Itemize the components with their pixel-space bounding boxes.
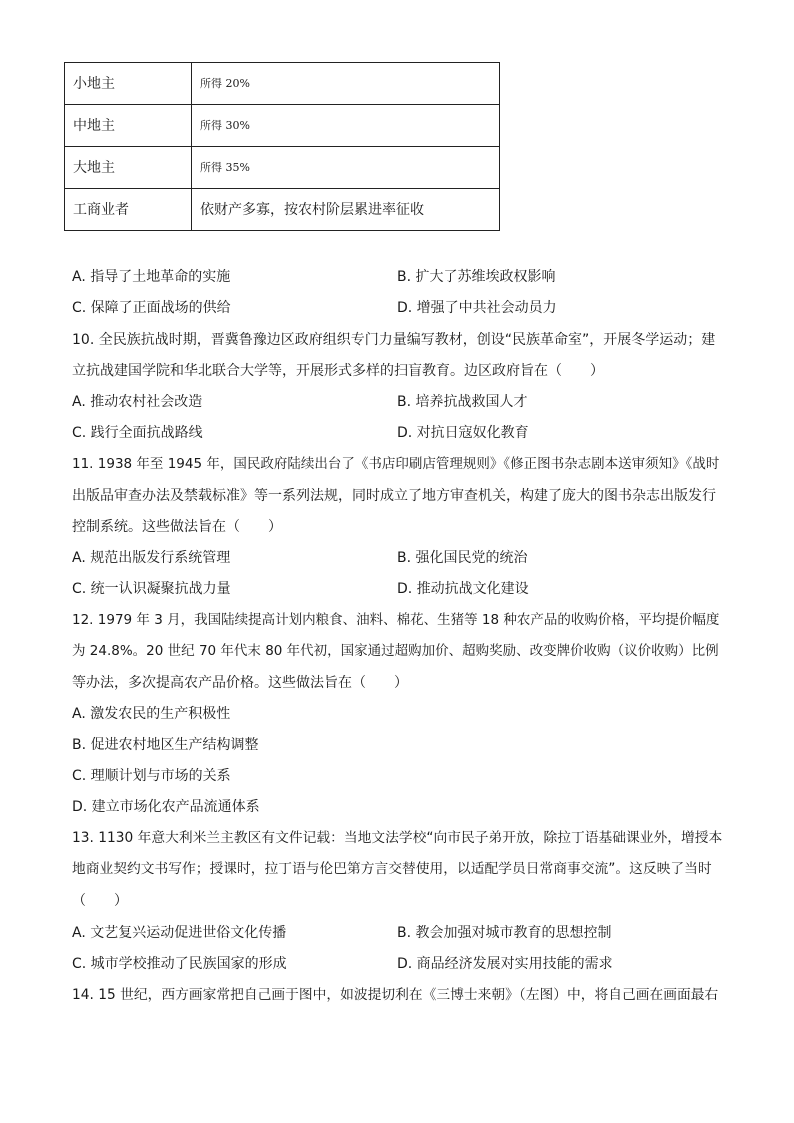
table-cell-category: 中地主	[65, 105, 192, 147]
income-tax-table	[64, 62, 500, 231]
q10-option-a[interactable]: A. 推动农村社会改造	[72, 394, 203, 410]
q12-option-d[interactable]: D. 建立市场化农产品流通体系	[72, 799, 260, 815]
q13-stem-line-2: 地商业契约文书写作；授课时，拉丁语与伦巴第方言交替使用，以适配学员日常商事交流”。这反映了当时	[72, 861, 712, 877]
q10-stem-line-2: 立抗战建国学院和华北联合大学等，开展形式多样的扫盲教育。边区政府旨在（ ）	[72, 363, 604, 379]
q10-option-c[interactable]: C. 践行全面抗战路线	[72, 425, 203, 441]
q13-option-b[interactable]: B. 教会加强对城市教育的思想控制	[397, 925, 612, 941]
q11-stem-line-2: 出版品审查办法及禁载标准》等一系列法规，同时成立了地方审查机关，构建了庞大的图书杂志出版发行	[72, 488, 716, 504]
q12-stem-line-1: 12. 1979 年 3 月，我国陆续提高计划内粮食、油料、棉花、生猪等 18 种农产品的收购价格，平均提价幅度	[72, 612, 720, 628]
q13-option-a[interactable]: A. 文艺复兴运动促进世俗文化传播	[72, 925, 287, 941]
q12-stem-line-3: 等办法，多次提高农产品价格。这些做法旨在（ ）	[72, 675, 408, 691]
table-row	[65, 189, 500, 231]
q12-stem-line-2: 为 24.8%。20 世纪 70 年代末 80 年代初，国家通过超购加价、超购奖励、改变牌价收购（议价收购）比例	[72, 643, 719, 659]
q9-option-b[interactable]: B. 扩大了苏维埃政权影响	[397, 269, 556, 285]
table-cell-category: 大地主	[65, 147, 192, 189]
q12-option-c[interactable]: C. 理顺计划与市场的关系	[72, 768, 231, 784]
table-row	[65, 147, 500, 189]
table-row	[65, 63, 500, 105]
q10-stem-line-1: 10. 全民族抗战时期，晋冀鲁豫边区政府组织专门力量编写教材，创设“民族革命室”，开展冬学运动；建	[72, 332, 716, 348]
q13-stem-line-1: 13. 1130 年意大利米兰主教区有文件记载：当地文法学校“向市民子弟开放，除拉丁语基础课业外，增授本	[72, 830, 723, 846]
q12-option-b[interactable]: B. 促进农村地区生产结构调整	[72, 737, 259, 753]
q13-option-d[interactable]: D. 商品经济发展对实用技能的需求	[397, 956, 613, 972]
table-cell-rule: 所得 20%	[192, 63, 500, 105]
q13-option-c[interactable]: C. 城市学校推动了民族国家的形成	[72, 956, 287, 972]
q12-option-a[interactable]: A. 激发农民的生产积极性	[72, 706, 231, 722]
table-cell-category: 小地主	[65, 63, 192, 105]
q13-stem-line-3: （ ）	[72, 893, 128, 909]
table-cell-rule: 所得 30%	[192, 105, 500, 147]
q11-option-d[interactable]: D. 推动抗战文化建设	[397, 581, 529, 597]
q11-stem-line-3: 控制系统。这些做法旨在（ ）	[72, 519, 282, 535]
table-cell-rule: 依财产多寡，按农村阶层累进率征收	[192, 189, 500, 231]
q11-option-a[interactable]: A. 规范出版发行系统管理	[72, 550, 231, 566]
q14-stem-line-1: 14. 15 世纪，西方画家常把自己画于图中，如波提切利在《三博士来朝》（左图）中，将自己画在画面最右	[72, 987, 719, 1003]
q9-option-c[interactable]: C. 保障了正面战场的供给	[72, 300, 231, 316]
q10-option-d[interactable]: D. 对抗日寇奴化教育	[397, 425, 529, 441]
table-cell-rule: 所得 35%	[192, 147, 500, 189]
q9-option-d[interactable]: D. 增强了中共社会动员力	[397, 300, 557, 316]
table-cell-category: 工商业者	[65, 189, 192, 231]
q10-option-b[interactable]: B. 培养抗战救国人才	[397, 394, 528, 410]
table-row	[65, 105, 500, 147]
q11-stem-line-1: 11. 1938 年至 1945 年，国民政府陆续出台了《书店印刷店管理规则》《修正图书杂志剧本送审须知》《战时	[72, 456, 720, 472]
q9-option-a[interactable]: A. 指导了土地革命的实施	[72, 269, 231, 285]
q11-option-c[interactable]: C. 统一认识凝聚抗战力量	[72, 581, 231, 597]
q11-option-b[interactable]: B. 强化国民党的统治	[397, 550, 528, 566]
